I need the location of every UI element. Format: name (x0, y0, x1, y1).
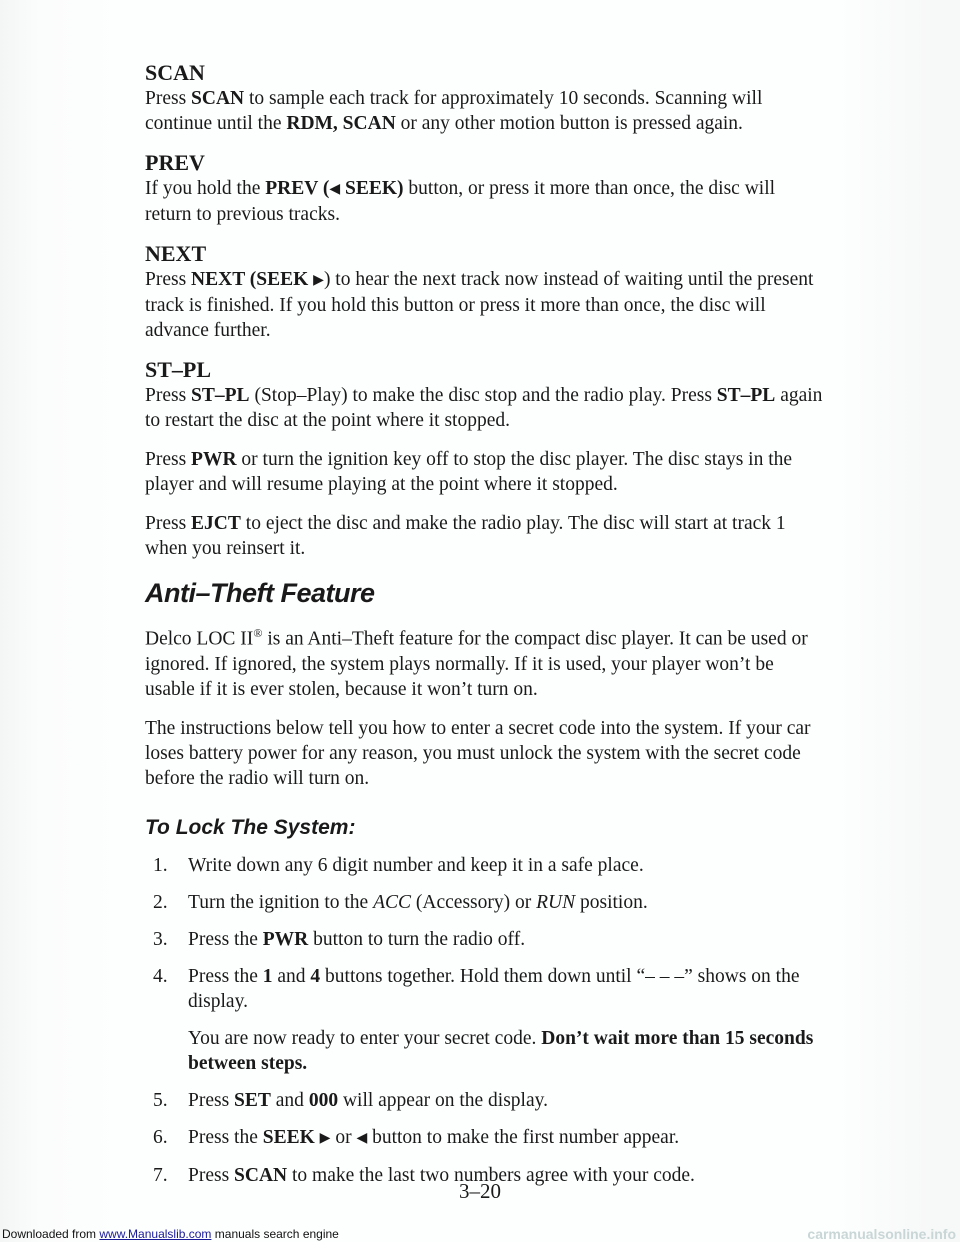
next-heading: NEXT (145, 241, 207, 266)
lock-steps (145, 853, 825, 1014)
next-paragraph: Press NEXT (SEEK ▶) to hear the next track now instead of waiting until the present track is finished. If you hold this button or press it more than once, the disc will advance further. (145, 269, 814, 341)
right-triangle-icon: ▶ (313, 273, 324, 288)
page-content (145, 60, 825, 1200)
page-number: 3–20 (459, 1179, 501, 1203)
stpl-heading: ST–PL (145, 357, 212, 382)
list-item: 2. Turn the ignition to the ACC (Accessory) or RUN position. (153, 891, 648, 913)
list-item: 1. Write down any 6 digit number and keep it in a safe place. (153, 854, 644, 876)
watermark: carmanualsonline.info (807, 1226, 956, 1242)
prev-paragraph: If you hold the PREV (◀ SEEK) button, or press it more than once, the disc will return to previous tracks. (145, 178, 776, 225)
list-item: 4. Press the 1 and 4 buttons together. Hold them down until “– – –” shows on the display. (153, 965, 800, 1012)
list-item: 7. Press SCAN to make the last two numbers agree with your code. (153, 1164, 695, 1186)
ejct-paragraph: Press EJCT to eject the disc and make the radio play. The disc will start at track 1 when you reinsert it. (145, 513, 786, 559)
left-triangle-icon: ◀ (329, 182, 341, 197)
scan-paragraph: Press SCAN to sample each track for approximately 10 seconds. Scanning will continue until the RDM, SCAN or any other motion button is pressed again. (145, 88, 763, 134)
lock-steps-continued (145, 1088, 825, 1188)
list-item: 6. Press the SEEK ▶ or ◀ button to make the first number appear. (145, 1125, 825, 1151)
list-item: 3. Press the PWR button to turn the radio off. (153, 928, 526, 950)
left-triangle-icon: ◀ (356, 1130, 368, 1146)
pwr-paragraph: Press PWR or turn the ignition key off to stop the disc player. The disc stays in the player and will resume playing at the point where it stopped. (145, 449, 793, 495)
lock-note: You are now ready to enter your secret code. Don’t wait more than 15 seconds between steps. (188, 1027, 814, 1074)
anti-theft-paragraph-2: The instructions below tell you how to enter a secret code into the system. If your car loses battery power for any reason, you must unlock the system with the secret code before the radio will turn on. (145, 717, 811, 789)
prev-heading: PREV (145, 150, 205, 175)
list-item: 5. Press SET and 000 will appear on the display. (153, 1089, 548, 1111)
right-triangle-icon: ▶ (319, 1130, 331, 1146)
scan-heading: SCAN (145, 60, 205, 85)
manualslib-link[interactable]: www.Manualslib.com (99, 1227, 212, 1241)
anti-theft-title: Anti–Theft Feature (145, 578, 375, 608)
stpl-paragraph: Press ST–PL (Stop–Play) to make the disc stop and the radio play. Press ST–PL again to restart the disc at the point where it stopped. (145, 385, 823, 431)
anti-theft-paragraph-1: Delco LOC II® is an Anti–Theft feature for the compact disc player. It can be used or ignored. If ignored, the system plays normally. If it is used, your player won’t be usable if it is ever stolen, because it won’t turn on. (145, 626, 808, 700)
lock-title: To Lock The System: (145, 815, 356, 839)
download-footer: Downloaded from www.Manualslib.com manuals search engine (2, 1227, 339, 1241)
